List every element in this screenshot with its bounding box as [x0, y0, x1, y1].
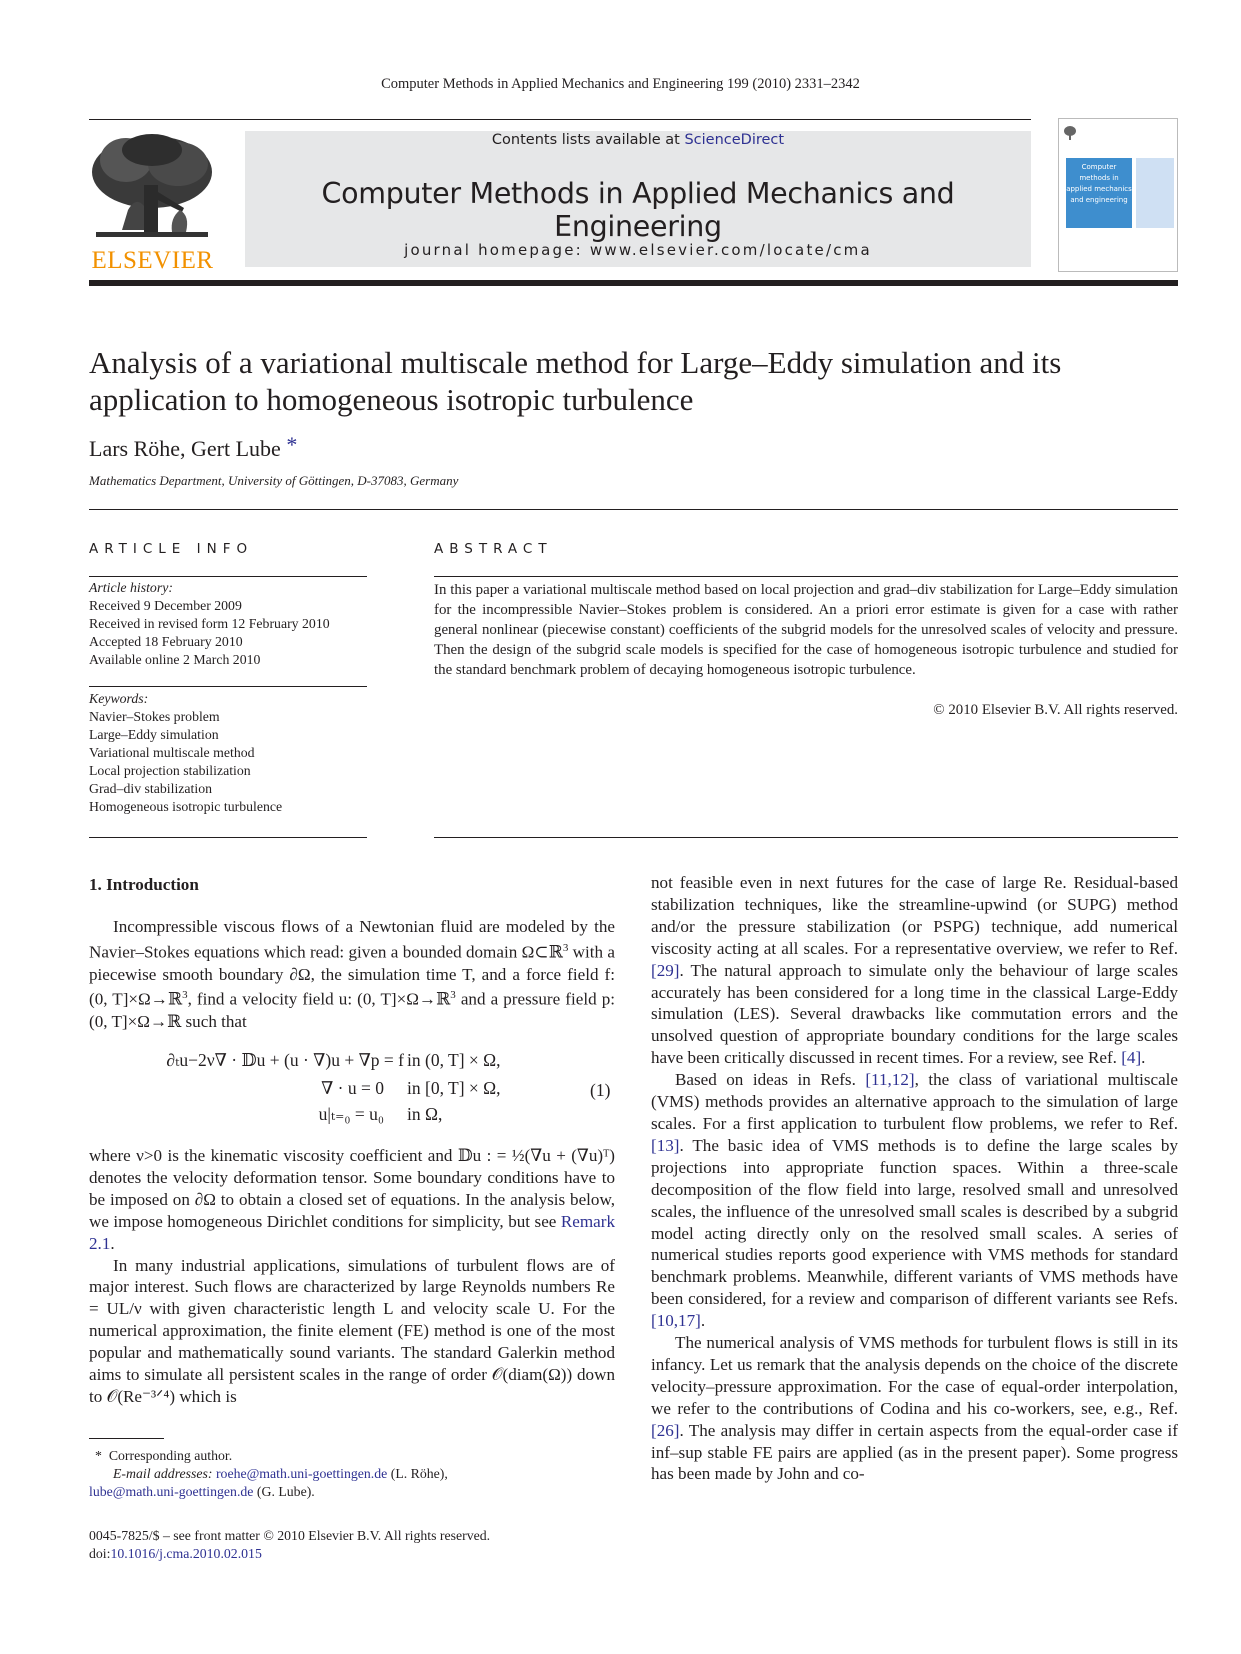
elsevier-tree-logo: [88, 130, 216, 245]
ref-link[interactable]: [26]: [651, 1420, 680, 1440]
email-link-roehe[interactable]: roehe@math.uni-goettingen.de: [215, 1466, 388, 1481]
keyword-item: Grad–div stabilization: [89, 781, 212, 796]
keyword-item: Navier–Stokes problem: [89, 709, 220, 724]
authors: Lars Röhe, Gert Lube *: [89, 432, 298, 461]
equation-line-3: u|ₜ₌₀ = u₀: [318, 1104, 384, 1124]
sciencedirect-link[interactable]: ScienceDirect: [684, 132, 785, 148]
ref-link[interactable]: [29]: [651, 960, 680, 980]
journal-homepage[interactable]: journal homepage: www.elsevier.com/locate/cma: [404, 241, 872, 259]
article-info-rule: [89, 576, 367, 577]
equation-domain-3: in Ω,: [407, 1104, 443, 1124]
history-online: Available online 2 March 2010: [89, 652, 261, 667]
history-label: Article history:: [89, 580, 173, 595]
cover-tree-icon: [1063, 125, 1077, 141]
running-head: Computer Methods in Applied Mechanics and Engineering 199 (2010) 2331–2342: [381, 76, 860, 92]
article-info-heading: ARTICLE INFO: [89, 541, 254, 557]
intro-paragraph-3: In many industrial applications, simulations of turbulent flows are of major interest. Such flows are characterized by large Reynolds numbers Re = UL/ν with given characteristic length L and velocity scale U. For the numerical approximation, the finite element (FE) method is one of the most popular and mathematically sound variants. The standard Galerkin method aims to simulate all persistent scales in the range of order 𝒪(diam(Ω)) down to 𝒪(Re⁻³ᐟ⁴) which is: [89, 1255, 615, 1406]
ref-link[interactable]: [13]: [651, 1135, 680, 1155]
keyword-item: Large–Eddy simulation: [89, 727, 219, 742]
info-top-rule: [89, 509, 1178, 510]
front-matter: 0045-7825/$ – see front matter © 2010 Elsevier B.V. All rights reserved. doi:10.1016/j.cma.2010.02.015: [89, 1528, 491, 1561]
article-title: Analysis of a variational multiscale method for Large–Eddy simulation and its application to homogeneous isotropic turbulence: [89, 345, 1062, 417]
article-history: [89, 579, 367, 669]
abstract-rule: [434, 576, 1178, 577]
keywords-label: Keywords:: [89, 691, 149, 706]
keyword-item: Homogeneous isotropic turbulence: [89, 799, 283, 814]
intro-paragraph-2: where ν>0 is the kinematic viscosity coefficient and 𝔻u : = ½(∇u + (∇u)ᵀ) denotes the velocity deformation tensor. Some boundary conditions have to be imposed on ∂Ω to obtain a closed set of equations. In the analysis below, we impose homogeneous Dirichlet conditions for simplicity, but see Remark 2.1. In many industrial applications, simulations of turbulent flows are of major interest. Such flows are characterized by large Reynolds numbers Re = UL/ν with given characteristic length L and velocity scale U. For the numerical approximation, the finite element (FE) method is one of the most popular and mathematically sound variants. The standard Galerkin method aims to simulate all persistent scales in the range of order 𝒪(diam(Ω)) down to 𝒪(Re⁻³ᐟ⁴) which is: [89, 1146, 615, 1406]
doi-link[interactable]: 10.1016/j.cma.2010.02.015: [110, 1546, 262, 1561]
ref-link[interactable]: [4]: [1121, 1048, 1142, 1068]
right-paragraph-3: The numerical analysis of VMS methods for turbulent flows is still in its infancy. Let us remark that the analysis depends on the choice of the discrete velocity–pressure approximation. For the case of equal-order interpolation, we refer to the contributions of Codina and his co-workers, see, e.g., Ref. [26]. The analysis may differ in certain aspects from the equal-order case if inf–sup stable FE pairs are applied (as in the present paper). Some progress has been made by John and co-: [651, 1333, 1178, 1484]
equation-domain-1: in (0, T] × Ω,: [407, 1050, 501, 1070]
section-heading-introduction: 1. Introduction: [89, 875, 199, 894]
keywords-rule: [89, 686, 367, 687]
keyword-item: Local projection stabilization: [89, 763, 251, 778]
keyword-item: Variational multiscale method: [89, 745, 255, 760]
email-link-lube[interactable]: lube@math.uni-goettingen.de: [89, 1484, 254, 1499]
equation-line-1: ∂ₜu−2ν∇ · 𝔻u + (u · ∇)u + ∇p = f: [166, 1050, 404, 1070]
history-revised: Received in revised form 12 February 2010: [89, 616, 330, 631]
cover-side-block: [1136, 158, 1174, 228]
ref-link[interactable]: [11,12]: [865, 1070, 915, 1090]
masthead-top-rule: [89, 119, 1031, 120]
issn-line: 0045-7825/$ – see front matter © 2010 Elsevier B.V. All rights reserved.: [89, 1528, 491, 1543]
masthead-bottom-rule: [89, 280, 1178, 286]
intro-paragraph-1: Incompressible viscous flows of a Newtonian fluid are modeled by the Navier–Stokes equations which read: given a bounded domain Ω⊂ℝ$^3$ with a piecewise smooth boundary ∂Ω, the simulation time T, and a force field f: (0, T]×Ω→ℝ$^3$, find a velocity field u: (0, T]×Ω→ℝ$^3$ and a pressure field p: (0, T]×Ω→ℝ such that: [89, 917, 616, 1031]
equation-number: (1): [590, 1080, 611, 1100]
corresponding-author-mark[interactable]: *: [286, 432, 298, 457]
elsevier-wordmark: ELSEVIER: [91, 247, 214, 274]
keywords: [89, 690, 367, 816]
abstract-copyright: © 2010 Elsevier B.V. All rights reserved.: [933, 702, 1178, 718]
journal-name: Computer Methods in Applied Mechanics and Engineering: [321, 177, 955, 243]
equation-line-2: ∇ · u = 0: [321, 1078, 384, 1098]
right-paragraph-1: not feasible even in next futures for the case of large Re. Residual-based stabilization techniques, like the streamline-upwind (or SUPG) method and/or the pressure stabilization (or PSPG) technique, add numerical viscosity acting at all scales. For a representative overview, we refer to Ref. [29]. The natural approach to simulate only the behaviour of large scales accurately has been considered for a long time in the classical Large-Eddy simulation (LES). Several drawbacks like commutation errors and the unsolved question of appropriate boundary conditions for the large scales have been critically discussed in recent times. For a review, see Ref. [4].: [651, 873, 1178, 1068]
equation-domain-2: in [0, T] × Ω,: [407, 1078, 501, 1098]
contents-line: Contents lists available at ScienceDirect: [491, 132, 785, 148]
right-column: [651, 872, 1178, 1485]
history-received: Received 9 December 2009: [89, 598, 242, 613]
footnote-rule: [89, 1438, 164, 1439]
article-info-bottom-rule: [89, 837, 367, 838]
abstract-heading: ABSTRACT: [434, 541, 553, 557]
right-paragraph-2: Based on ideas in Refs. [11,12], the class of variational multiscale (VMS) methods provides an alternative approach to the simulation of large scales. For a first application to turbulent flow problems, we refer to Ref. [13]. The basic idea of VMS methods is to define the large scales by projections into appropriate function spaces. Within a three-scale decomposition of the flow field into large, resolved small and unresolved scales, the influence of the unresolved small scales is described by a subgrid model acting directly only on the resolved small scales. A series of numerical studies reports good experience with VMS methods for standard benchmark problems. Meanwhile, different variants of VMS methods have been considered, for a review and comparison of different variants see Refs. [10,17].: [651, 1070, 1178, 1331]
cover-title-block: Computer methods in applied mechanics and engineering: [1066, 158, 1132, 228]
remark-link[interactable]: Remark 2.1: [89, 1211, 615, 1253]
history-accepted: Accepted 18 February 2010: [89, 634, 243, 649]
ref-link[interactable]: [10,17]: [651, 1311, 701, 1331]
footnote: * Corresponding author. E-mail addresses: roehe@math.uni-goettingen.de (L. Röhe), lube@math.uni-goettingen.de (G. Lube).: [89, 1448, 448, 1499]
abstract-text: In this paper a variational multiscale method based on local projection and grad–div stabilization for Large–Eddy simulation for the incompressible Navier–Stokes problem is considered. An a priori error estimate is given for a case with rather general nonlinear (piecewise constant) coefficients of the subgrid models for the unresolved scales of velocity and pressure. Then the design of the subgrid scale models is specified for the case of homogeneous isotropic turbulence and studied for the standard benchmark problem of decaying homogeneous isotropic turbulence.: [434, 582, 1178, 678]
affiliation: Mathematics Department, University of Göttingen, D-37083, Germany: [89, 473, 459, 488]
abstract-bottom-rule: [434, 837, 1178, 838]
